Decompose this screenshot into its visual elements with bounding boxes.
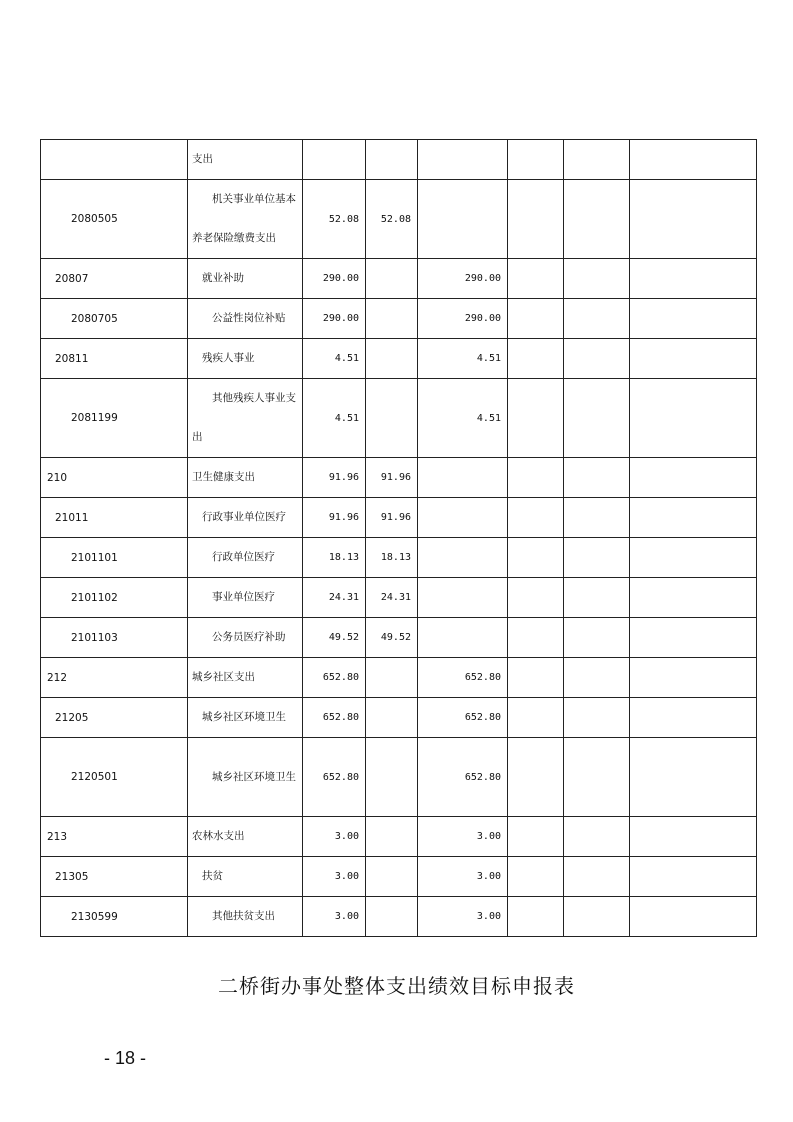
basic-expenditure (366, 897, 418, 937)
subject-name (188, 498, 303, 538)
subject-code: 21305 (41, 857, 188, 897)
basic-expenditure (366, 339, 418, 379)
subject-code: 21011 (41, 498, 188, 538)
total-amount: 91.96 (303, 458, 366, 498)
table-row (41, 140, 757, 180)
empty-cell (630, 857, 757, 897)
empty-cell (564, 180, 630, 259)
total-amount: 52.08 (303, 180, 366, 259)
empty-cell (564, 658, 630, 698)
total-amount: 3.00 (303, 897, 366, 937)
project-expenditure: 652.80 (418, 698, 508, 738)
project-expenditure (418, 498, 508, 538)
table-row (41, 857, 757, 897)
basic-expenditure (366, 140, 418, 180)
empty-cell (564, 897, 630, 937)
total-amount: 4.51 (303, 339, 366, 379)
total-amount: 290.00 (303, 299, 366, 339)
total-amount: 290.00 (303, 259, 366, 299)
empty-cell (508, 658, 564, 698)
project-expenditure: 652.80 (418, 658, 508, 698)
total-amount: 24.31 (303, 578, 366, 618)
subject-name-text: 城乡社区环境卫生 (212, 770, 296, 783)
empty-cell (564, 578, 630, 618)
subject-code: 2101103 (41, 618, 188, 658)
basic-expenditure (366, 379, 418, 458)
table-row (41, 618, 757, 658)
basic-expenditure: 18.13 (366, 538, 418, 578)
empty-cell (564, 140, 630, 180)
subject-name-text: 公务员医疗补助 (212, 631, 286, 643)
subject-code: 2081199 (41, 379, 188, 458)
empty-cell (564, 698, 630, 738)
basic-expenditure: 49.52 (366, 618, 418, 658)
subject-name (188, 618, 303, 658)
empty-cell (508, 538, 564, 578)
empty-cell (630, 658, 757, 698)
empty-cell (630, 379, 757, 458)
project-expenditure: 3.00 (418, 897, 508, 937)
empty-cell (564, 738, 630, 817)
project-expenditure: 290.00 (418, 299, 508, 339)
basic-expenditure: 24.31 (366, 578, 418, 618)
table-row (41, 578, 757, 618)
subject-code: 213 (41, 817, 188, 857)
empty-cell (508, 458, 564, 498)
empty-cell (630, 339, 757, 379)
subject-name (188, 538, 303, 578)
empty-cell (564, 259, 630, 299)
subject-name-text: 农林水支出 (192, 830, 245, 842)
project-expenditure: 4.51 (418, 379, 508, 458)
empty-cell (630, 259, 757, 299)
subject-name (188, 299, 303, 339)
subject-name (188, 698, 303, 738)
subject-name (188, 658, 303, 698)
subject-code: 21205 (41, 698, 188, 738)
empty-cell (630, 578, 757, 618)
subject-name (188, 578, 303, 618)
subject-name-text: 城乡社区环境卫生 (202, 711, 286, 723)
empty-cell (564, 339, 630, 379)
subject-name (188, 738, 303, 817)
project-expenditure (418, 180, 508, 259)
table-row (41, 180, 757, 259)
total-amount: 4.51 (303, 379, 366, 458)
subject-code (41, 140, 188, 180)
empty-cell (508, 578, 564, 618)
project-expenditure: 4.51 (418, 339, 508, 379)
subject-code: 2080505 (41, 180, 188, 259)
empty-cell (630, 738, 757, 817)
subject-code: 2130599 (41, 897, 188, 937)
empty-cell (508, 897, 564, 937)
basic-expenditure (366, 738, 418, 817)
subject-code: 212 (41, 658, 188, 698)
subject-name (188, 180, 303, 259)
page-number: - 18 - (104, 1048, 147, 1068)
project-expenditure (418, 578, 508, 618)
subject-name-text: 城乡社区支出 (192, 671, 255, 683)
empty-cell (630, 538, 757, 578)
empty-cell (508, 140, 564, 180)
subject-code: 2080705 (41, 299, 188, 339)
table-row (41, 458, 757, 498)
table-row (41, 339, 757, 379)
table-row (41, 698, 757, 738)
empty-cell (630, 618, 757, 658)
subject-name-text: 机关事业单位基本养老保险缴费支出 (192, 193, 296, 244)
empty-cell (508, 738, 564, 817)
empty-cell (630, 140, 757, 180)
empty-cell (508, 618, 564, 658)
empty-cell (630, 817, 757, 857)
subject-code: 2120501 (41, 738, 188, 817)
basic-expenditure (366, 698, 418, 738)
subject-name-text: 支出 (192, 153, 213, 165)
subject-code: 210 (41, 458, 188, 498)
table-row (41, 538, 757, 578)
basic-expenditure: 52.08 (366, 180, 418, 259)
empty-cell (508, 857, 564, 897)
basic-expenditure (366, 857, 418, 897)
total-amount: 652.80 (303, 738, 366, 817)
total-amount: 91.96 (303, 498, 366, 538)
subject-name-text: 行政单位医疗 (212, 551, 275, 563)
empty-cell (564, 379, 630, 458)
subject-name (188, 817, 303, 857)
subject-name (188, 379, 303, 458)
subject-code: 20807 (41, 259, 188, 299)
subject-name (188, 259, 303, 299)
table-row (41, 658, 757, 698)
subject-name (188, 897, 303, 937)
empty-cell (564, 817, 630, 857)
subject-code: 20811 (41, 339, 188, 379)
subject-name-text: 事业单位医疗 (212, 591, 275, 603)
table-body (41, 140, 757, 937)
table-row (41, 259, 757, 299)
empty-cell (508, 698, 564, 738)
total-amount (303, 140, 366, 180)
subject-name-text: 行政事业单位医疗 (202, 511, 286, 523)
project-expenditure: 290.00 (418, 259, 508, 299)
project-expenditure (418, 140, 508, 180)
project-expenditure: 3.00 (418, 817, 508, 857)
empty-cell (508, 339, 564, 379)
empty-cell (508, 817, 564, 857)
table-row (41, 498, 757, 538)
project-expenditure (418, 618, 508, 658)
empty-cell (630, 458, 757, 498)
subject-name-text: 其他扶贫支出 (212, 910, 275, 922)
project-expenditure (418, 458, 508, 498)
empty-cell (508, 379, 564, 458)
basic-expenditure: 91.96 (366, 498, 418, 538)
empty-cell (508, 299, 564, 339)
empty-cell (630, 498, 757, 538)
table-row (41, 379, 757, 458)
empty-cell (508, 498, 564, 538)
table-row (41, 817, 757, 857)
empty-cell (630, 698, 757, 738)
empty-cell (564, 498, 630, 538)
subject-code: 2101102 (41, 578, 188, 618)
subject-name-text: 残疾人事业 (202, 352, 255, 364)
subject-name-text: 公益性岗位补贴 (212, 312, 286, 324)
subject-name-text: 其他残疾人事业支出 (192, 392, 296, 443)
empty-cell (564, 299, 630, 339)
subject-name-text: 就业补助 (202, 272, 244, 284)
total-amount: 49.52 (303, 618, 366, 658)
table-row (41, 897, 757, 937)
subject-name-text: 卫生健康支出 (192, 471, 255, 483)
total-amount: 652.80 (303, 698, 366, 738)
empty-cell (630, 299, 757, 339)
empty-cell (564, 538, 630, 578)
subject-name (188, 140, 303, 180)
basic-expenditure (366, 299, 418, 339)
project-expenditure: 652.80 (418, 738, 508, 817)
empty-cell (630, 897, 757, 937)
section-title: 二桥街办事处整体支出绩效目标申报表 (218, 974, 575, 998)
subject-name-text: 扶贫 (202, 870, 223, 882)
total-amount: 3.00 (303, 857, 366, 897)
empty-cell (564, 857, 630, 897)
project-expenditure (418, 538, 508, 578)
table-row (41, 299, 757, 339)
budget-expenditure-table (40, 139, 757, 937)
basic-expenditure (366, 817, 418, 857)
empty-cell (508, 180, 564, 259)
subject-code: 2101101 (41, 538, 188, 578)
subject-name (188, 857, 303, 897)
basic-expenditure (366, 259, 418, 299)
total-amount: 18.13 (303, 538, 366, 578)
table-row (41, 738, 757, 817)
subject-name (188, 458, 303, 498)
basic-expenditure (366, 658, 418, 698)
basic-expenditure: 91.96 (366, 458, 418, 498)
total-amount: 3.00 (303, 817, 366, 857)
empty-cell (508, 259, 564, 299)
subject-name (188, 339, 303, 379)
empty-cell (564, 618, 630, 658)
empty-cell (564, 458, 630, 498)
empty-cell (630, 180, 757, 259)
project-expenditure: 3.00 (418, 857, 508, 897)
total-amount: 652.80 (303, 658, 366, 698)
